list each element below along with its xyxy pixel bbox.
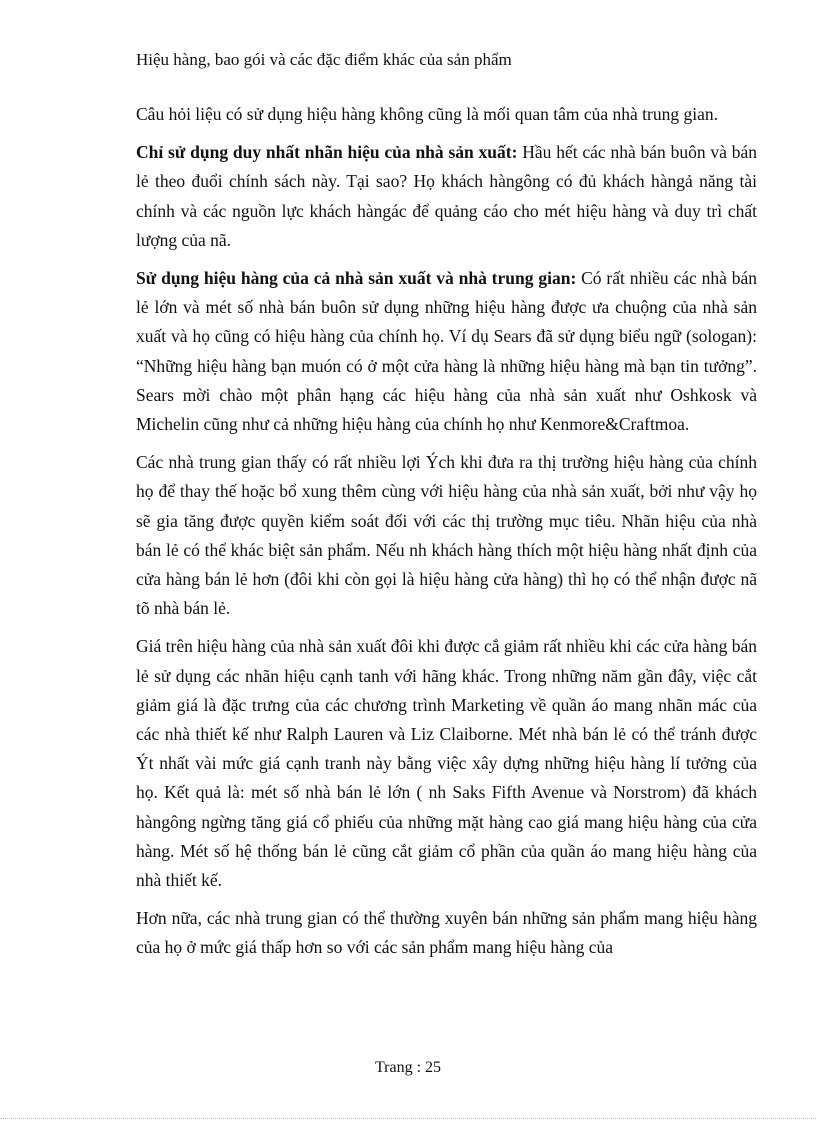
paragraph-text: Hơn nữa, các nhà trung gian có thể thường xuyên bán những sản phẩm mang hiệu hàng của họ ở mức giá thấp hơn so với các sản phẩm mang hiệu hàng của — [136, 908, 757, 958]
paragraph-text: Câu hỏi liệu có sử dụng hiệu hàng không cũng là mối quan tâm của nhà trung gian. — [136, 104, 719, 124]
paragraph — [136, 904, 757, 962]
paragraph — [136, 448, 757, 623]
page-header: Hiệu hàng, bao gói và các đặc điểm khác của sản phẩm — [136, 50, 512, 69]
paragraph — [136, 138, 757, 255]
paragraph-text: Giá trên hiệu hàng của nhà sản xuất đôi khi được cắ giảm rất nhiều khi các cửa hàng bán lẻ sử dụng các nhãn hiệu cạnh tanh với hãng khác. Trong những năm gần đây, việc cắt giảm giá là đặc trưng của các chương trình Marketing về quần áo mang nhãn mác của các nhà thiết kế như Ralph Lauren và Liz Claiborne. Mét nhà bán lẻ có thể tránh được Ýt nhất vài mức giá cạnh tranh này bằng việc xây dựng những hiệu hàng lí tưởng của họ. Kết quả là: mét số nhà bán lẻ lớn ( nh Saks Fifth Avenue và Norstrom) đã khách hàngông ngừng tăng giá cổ phiếu của những mặt hàng cao giá mang hiệu hàng của cửa hàng. Mét số hệ thống bán lẻ cũng cắt giảm cổ phần của quần áo mang hiệu hàng của nhà thiết kế. — [136, 636, 757, 891]
paragraph — [136, 632, 757, 895]
paragraph-text: Hầu hết các nhà bán buôn và bán lẻ theo đuổi chính sách này. Tại sao? Họ khách hàngông có đủ khách hàngả năng tài chính và các nguồn lực khách hàngác để quảng cáo cho mét hiệu hàng và duy trì chất lượng của nã. — [136, 142, 757, 250]
page-number: Trang : 25 — [374, 1059, 442, 1076]
paragraph — [136, 264, 757, 439]
paragraph-lead: Chỉ sử dụng duy nhất nhãn hiệu của nhà sản xuất: — [136, 142, 518, 163]
paragraph-text: Có rất nhiều các nhà bán lẻ lớn và mét số nhà bán buôn sử dụng những hiệu hàng được ưa chuộng của nhà sản xuất và họ cũng có hiệu hàng của chính họ. Ví dụ Sears đã sử dụng biểu ngữ (sologan): “Những hiệu hàng bạn muón có ở một cửa hàng là những hiệu hàng mà bạn tin tưởng”. Sears mời chào một phân hạng các hiệu hàng của nhà sản xuất như Oshkosk và Michelin cũng như cả những hiệu hàng của chính họ như Kenmore&Craftmoa. — [136, 268, 757, 435]
paragraph — [136, 100, 757, 129]
paragraph-lead: Sử dụng hiệu hàng của cả nhà sản xuất và nhà trung gian: — [136, 268, 577, 289]
document-body — [136, 100, 757, 972]
paragraph-text: Các nhà trung gian thấy có rất nhiều lợi Ých khi đưa ra thị trường hiệu hàng của chính họ để thay thế hoặc bổ xung thêm cùng với hiệu hàng của nhà sản xuất, bởi như vậy họ sẽ gia tăng được quyền kiểm soát đối với các thị trường mục tiêu. Nhãn hiệu của nhà bán lẻ có thể khác biệt sản phẩm. Nếu nh khách hàng thích một hiệu hàng nhất định của cửa hàng bán lẻ hơn (đôi khi còn gọi là hiệu hàng cửa hàng) thì họ có thể nhận được nã tõ nhà bán lẻ. — [136, 452, 757, 619]
page-bottom-divider — [0, 1118, 816, 1119]
